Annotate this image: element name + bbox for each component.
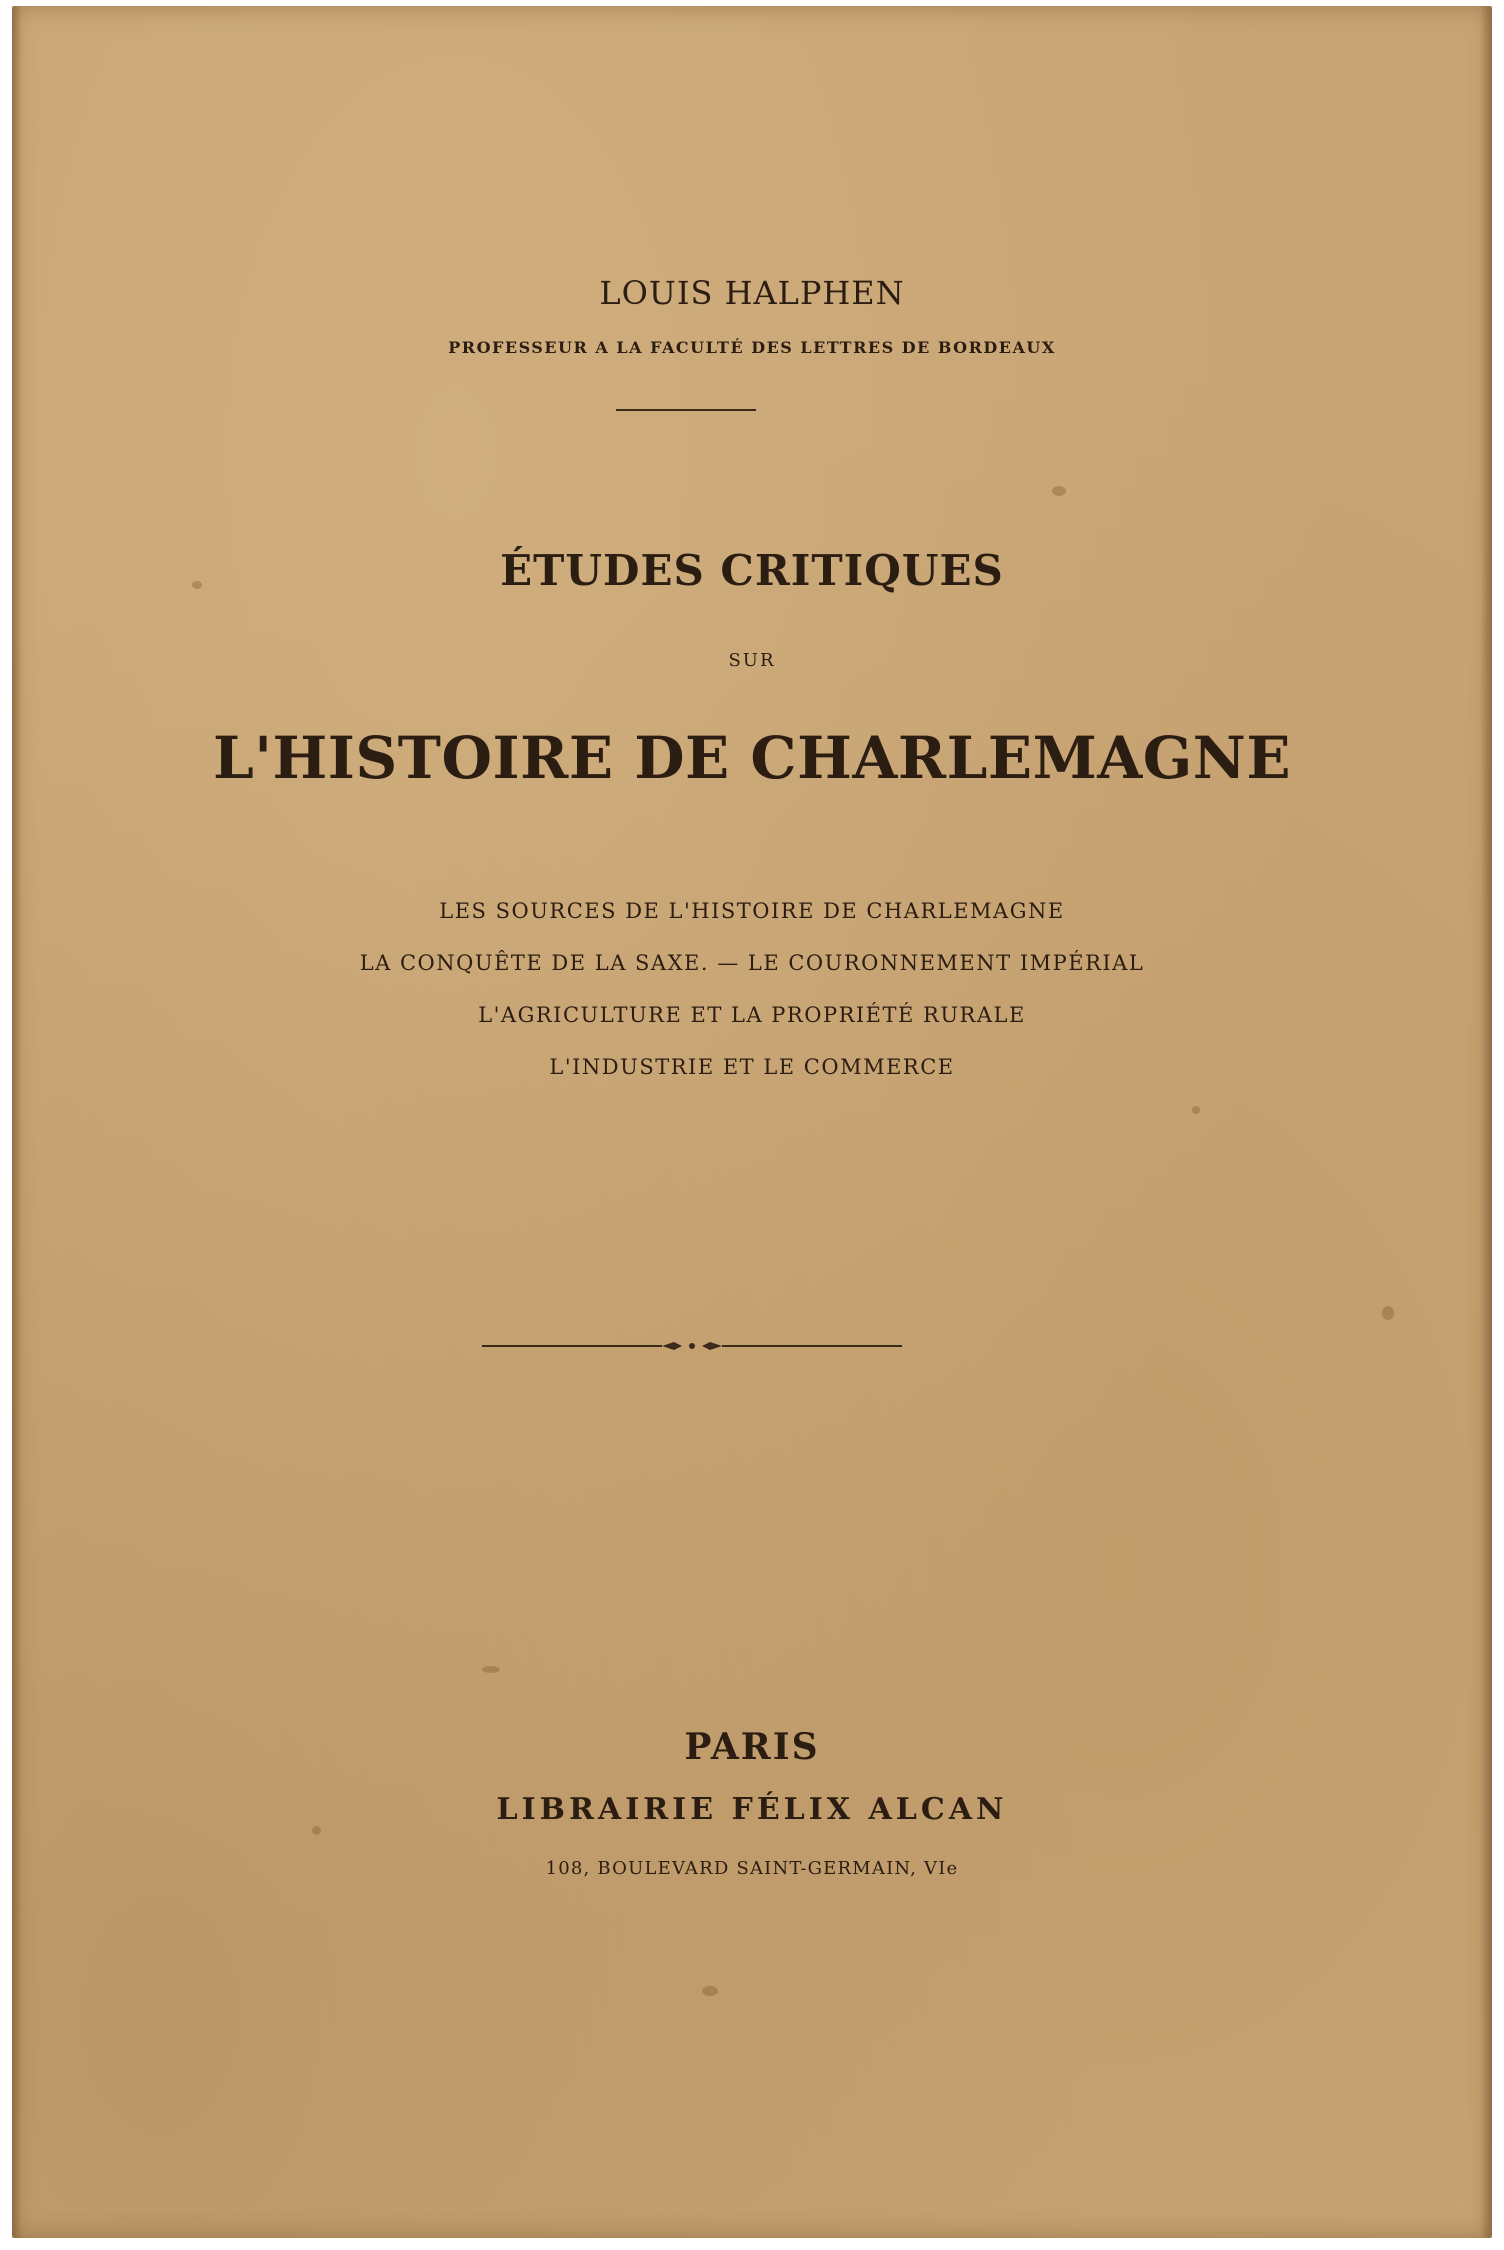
ornamental-divider: [482, 1338, 902, 1354]
contents-line: L'INDUSTRIE ET LE COMMERCE: [549, 1055, 955, 1079]
paper-speck: [1382, 1306, 1394, 1320]
paper-speck: [1052, 486, 1066, 496]
paper-speck: [702, 1986, 718, 1996]
paper-speck: [1192, 1106, 1200, 1114]
contents-line: LES SOURCES DE L'HISTOIRE DE CHARLEMAGNE: [439, 899, 1065, 923]
imprint-city: PARIS: [684, 1726, 820, 1768]
title-rule: [616, 409, 756, 411]
imprint-publisher: LIBRAIRIE FÉLIX ALCAN: [496, 1792, 1008, 1827]
title-connector: SUR: [728, 650, 776, 671]
paper-speck: [312, 1826, 321, 1835]
author-name: LOUIS HALPHEN: [599, 274, 905, 312]
author-affiliation: PROFESSEUR A LA FACULTÉ DES LETTRES DE BORDEAUX: [448, 338, 1056, 357]
imprint-address: 108, BOULEVARD SAINT-GERMAIN, VIe: [545, 1858, 959, 1879]
contents-line: LA CONQUÊTE DE LA SAXE. — LE COURONNEMENT IMPÉRIAL: [359, 951, 1145, 975]
paper-speck: [482, 1666, 500, 1673]
contents-line: L'AGRICULTURE ET LA PROPRIÉTÉ RURALE: [478, 1003, 1026, 1027]
book-cover: [12, 6, 1492, 2238]
title-top: ÉTUDES CRITIQUES: [500, 546, 1004, 595]
book-title: L'HISTOIRE DE CHARLEMAGNE: [212, 724, 1292, 792]
